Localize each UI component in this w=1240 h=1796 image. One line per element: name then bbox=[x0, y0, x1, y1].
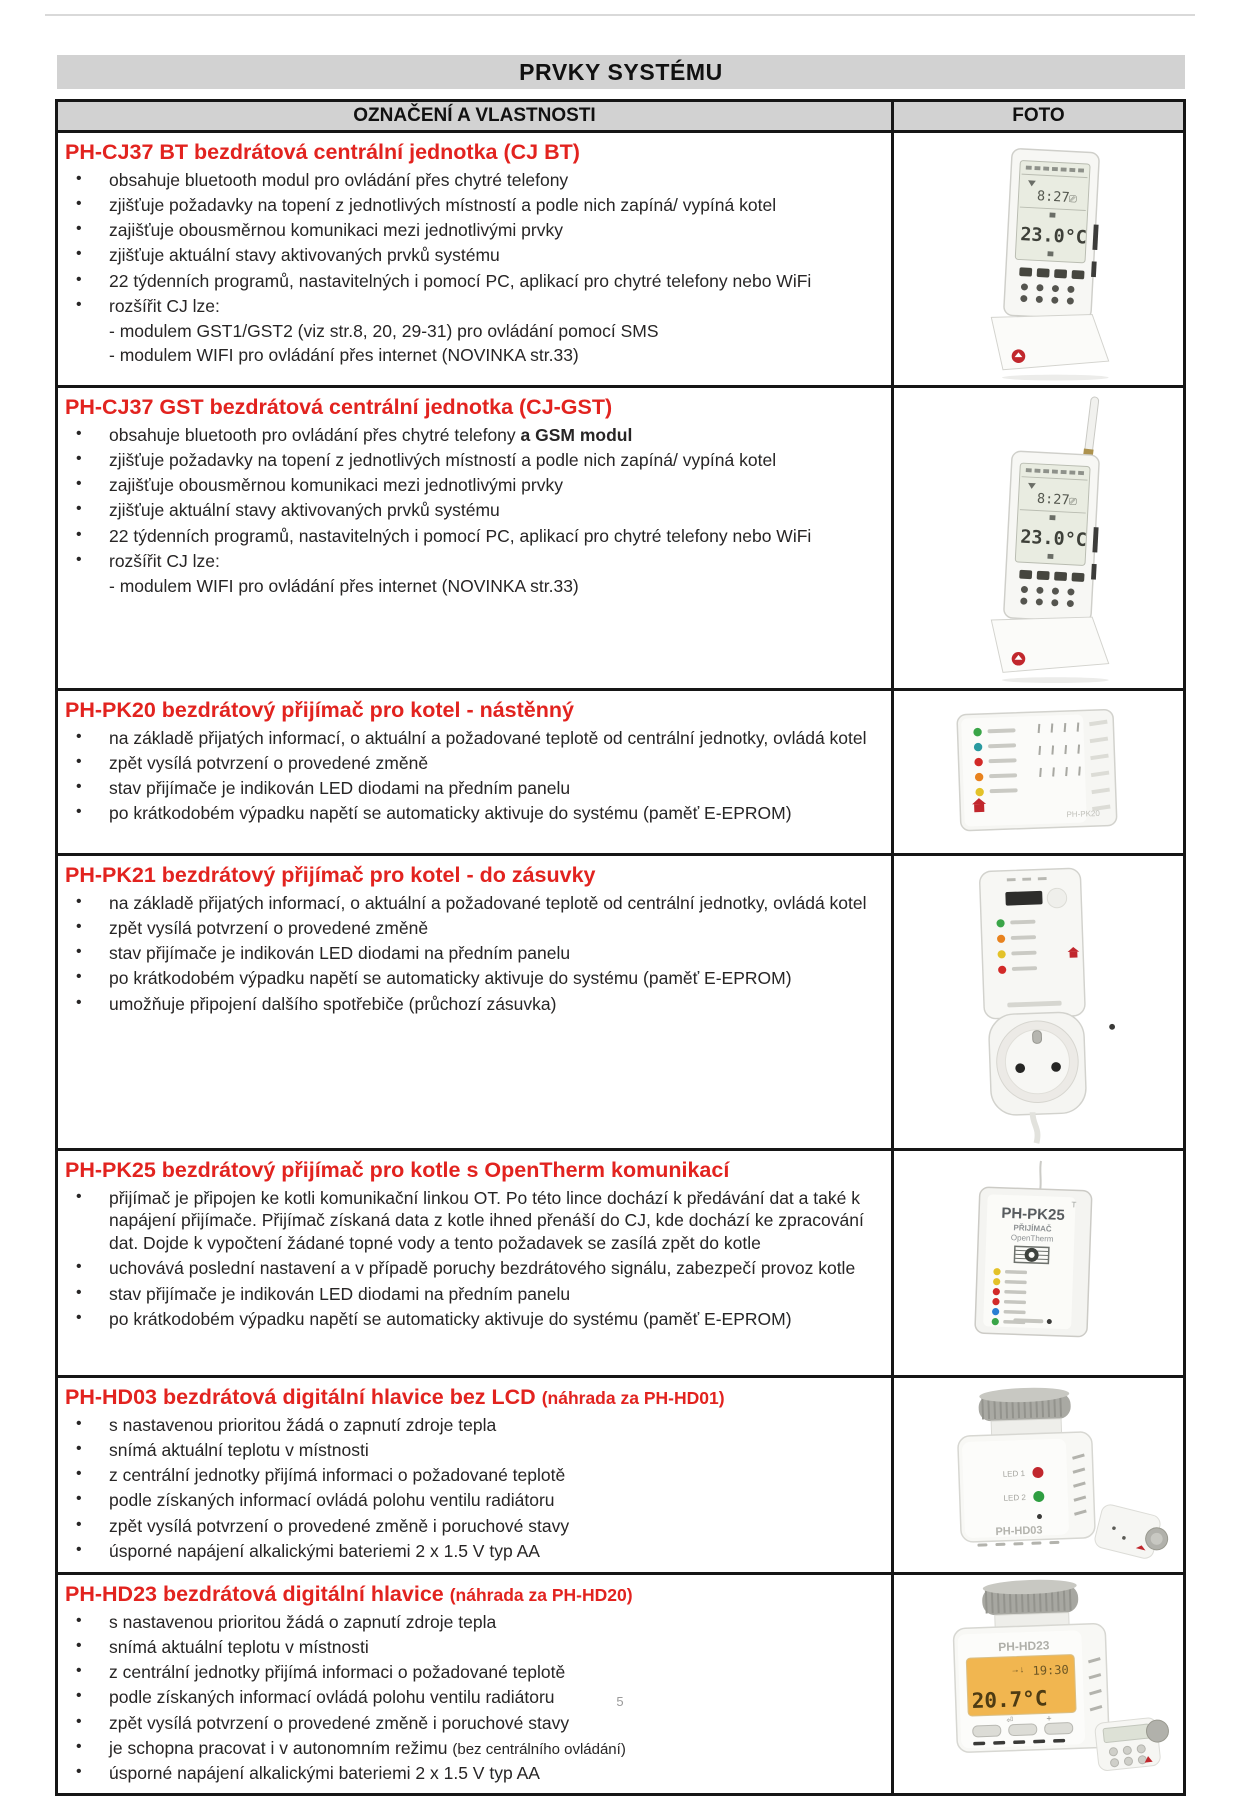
feature-item bbox=[63, 1308, 883, 1331]
bullet-dot bbox=[63, 1611, 109, 1634]
feature-subitem: - modulem WIFI pro ovládání přes internet (NOVINKA str.33) bbox=[109, 575, 579, 596]
feature-text: přijímač je připojen ke kotli komunikační linkou OT. Po této lince dochází k předávání dat a také k napájení přijímače. Přijímač získaná data z kotle ihned přenáší do CJ, kde dochází ke zpracování dat. Dojde k vypočtení žádané topné vody a tento požadavek se zasílá zpět do kotle bbox=[109, 1187, 864, 1254]
lcd-temp: 23.0°C bbox=[1019, 526, 1088, 551]
product-row bbox=[58, 856, 1183, 1151]
feature-text: uchovává poslední nastavení a v případě poruchy bezdrátového signálu, zabezpečí provoz kotle bbox=[109, 1258, 856, 1279]
bullet-dot bbox=[63, 1439, 109, 1462]
photo-cell bbox=[894, 1575, 1183, 1793]
feature-text: s nastavenou prioritou žádá o zapnutí zdroje tepla bbox=[109, 1414, 497, 1435]
feature-text: úsporné napájení alkalickými bateriemi 2 x 1.5 V typ AA bbox=[109, 1540, 540, 1561]
feature-item bbox=[63, 727, 883, 750]
product-photo-hd03 bbox=[905, 1384, 1173, 1566]
bullet-dot bbox=[63, 727, 109, 750]
device-button bbox=[1019, 267, 1032, 276]
product-title bbox=[65, 140, 883, 165]
feature-text: stav přijímače je indikován LED diodami na předním panelu bbox=[109, 778, 571, 799]
feature-item bbox=[63, 525, 883, 548]
lcd-time: 19:30 bbox=[1031, 1662, 1069, 1679]
photo-cell bbox=[894, 133, 1183, 385]
product-row bbox=[58, 1575, 1183, 1793]
feature-item bbox=[63, 1464, 883, 1487]
device-button bbox=[1008, 1724, 1036, 1736]
photo-cell bbox=[894, 691, 1183, 853]
svg-text:T: T bbox=[1070, 1200, 1076, 1210]
bullet-dot bbox=[63, 194, 109, 217]
product-title-text: PH-PK20 bezdrátový přijímač pro kotel - nástěnný bbox=[65, 698, 574, 722]
product-row bbox=[58, 691, 1183, 856]
product-row bbox=[58, 388, 1183, 691]
feature-item bbox=[63, 550, 883, 598]
product-title-text: PH-PK25 bezdrátový přijímač pro kotle s OpenTherm komunikací bbox=[65, 1158, 730, 1182]
bullet-dot bbox=[63, 1515, 109, 1538]
bullet-dot bbox=[63, 499, 109, 522]
feature-text: zajišťuje obousměrnou komunikaci mezi jednotlivými prvky bbox=[109, 220, 563, 241]
feature-text: po krátkodobém výpadku napětí se automaticky aktivuje do systému (paměť E-EPROM) bbox=[109, 803, 792, 824]
feature-text: obsahuje bluetooth modul pro ovládání přes chytré telefony bbox=[109, 169, 569, 190]
bullet-dot bbox=[63, 219, 109, 242]
bullet-dot bbox=[63, 1187, 109, 1255]
antenna-wire bbox=[1040, 1161, 1041, 1191]
feature-text: stav přijímače je indikován LED diodami na předním panelu bbox=[109, 943, 571, 964]
feature-text: na základě přijatých informací, o aktuální a požadované teplotě od centrální jednotky, ovládá kotel bbox=[109, 892, 867, 913]
product-title bbox=[65, 1582, 883, 1607]
feature-item bbox=[63, 1737, 883, 1760]
product-photo-cj37-bt bbox=[937, 137, 1141, 381]
flip-cover bbox=[991, 314, 1108, 369]
device-button bbox=[1036, 570, 1049, 579]
feature-item bbox=[63, 474, 883, 497]
photo-cell bbox=[894, 1378, 1183, 1572]
photo-cell bbox=[894, 388, 1183, 688]
product-row bbox=[58, 133, 1183, 388]
feature-text: 22 týdenních programů, nastavitelných i pomocí PC, aplikací pro chytré telefony nebo WiFi bbox=[109, 525, 812, 546]
svg-text:⏎: ⏎ bbox=[1005, 1715, 1013, 1726]
feature-item bbox=[63, 1187, 883, 1255]
bullet-dot bbox=[63, 474, 109, 497]
product-row bbox=[58, 1378, 1183, 1575]
properties-cell bbox=[58, 691, 894, 853]
bullet-dot bbox=[63, 892, 109, 915]
product-photo-pk20 bbox=[919, 698, 1159, 846]
feature-item bbox=[63, 1489, 883, 1512]
product-title-text: PH-PK21 bezdrátový přijímač pro kotel - do zásuvky bbox=[65, 863, 596, 887]
device-button bbox=[1071, 270, 1084, 279]
device-label: PH-PK25 bbox=[1000, 1204, 1065, 1224]
bullet-dot bbox=[63, 802, 109, 825]
product-title-text: PH-CJ37 GST bezdrátová centrální jednotka (CJ-GST) bbox=[65, 395, 613, 419]
product-title bbox=[65, 698, 883, 723]
led1-label: LED 1 bbox=[1002, 1469, 1025, 1479]
feature-text: zpět vysílá potvrzení o provedené změně bbox=[109, 752, 429, 773]
device-sublabel2: OpenTherm bbox=[1010, 1233, 1054, 1244]
feature-text: zajišťuje obousměrnou komunikaci mezi jednotlivými prvky bbox=[109, 475, 563, 496]
feature-item bbox=[63, 1414, 883, 1437]
device-button bbox=[1019, 569, 1032, 578]
device-button bbox=[972, 1725, 1000, 1737]
lcd-temp: 20.7°C bbox=[970, 1686, 1048, 1714]
bullet-dot bbox=[63, 1712, 109, 1735]
feature-text: zjišťuje aktuální stavy aktivovaných prvků systému bbox=[109, 500, 500, 521]
bullet-dot bbox=[63, 244, 109, 267]
feature-item bbox=[63, 993, 883, 1016]
feature-list bbox=[63, 169, 883, 368]
lcd-time: 8:27 bbox=[1036, 187, 1070, 206]
product-title-text: PH-HD03 bezdrátová digitální hlavice bez LCD bbox=[65, 1385, 536, 1409]
feature-item bbox=[63, 1283, 883, 1306]
product-title-text: PH-CJ37 BT bezdrátová centrální jednotka (CJ BT) bbox=[65, 140, 580, 164]
feature-item bbox=[63, 967, 883, 990]
lcd-time: 8:27 bbox=[1036, 490, 1070, 508]
feature-text: umožňuje připojení dalšího spotřebiče (průchozí zásuvka) bbox=[109, 993, 557, 1014]
feature-list bbox=[63, 1414, 883, 1563]
bullet-dot bbox=[63, 967, 109, 990]
product-title-note: (náhrada za PH-HD01) bbox=[541, 1388, 725, 1408]
feature-list bbox=[63, 727, 883, 826]
device-label: PH-HD03 bbox=[994, 1524, 1043, 1539]
feature-item bbox=[63, 295, 883, 367]
bullet-dot bbox=[63, 917, 109, 940]
product-title bbox=[65, 1385, 883, 1410]
properties-cell bbox=[58, 388, 894, 688]
product-photo-hd23 bbox=[905, 1578, 1173, 1790]
feature-subitem: - modulem WIFI pro ovládání přes internet (NOVINKA str.33) bbox=[109, 345, 579, 366]
display-window bbox=[1005, 891, 1042, 906]
feature-subitem: - modulem GST1/GST2 (viz str.8, 20, 29-31) pro ovládání pomocí SMS bbox=[109, 320, 659, 341]
feature-item bbox=[63, 777, 883, 800]
product-title bbox=[65, 863, 883, 888]
feature-list bbox=[63, 424, 883, 598]
properties-cell bbox=[58, 856, 894, 1148]
led2-label: LED 2 bbox=[1002, 1492, 1026, 1503]
feature-text: obsahuje bluetooth pro ovládání přes chytré telefony a GSM modul bbox=[109, 424, 633, 445]
feature-text: zjišťuje požadavky na topení z jednotlivých místností a podle nich zapíná/ vypíná kotel bbox=[109, 194, 777, 215]
bullet-dot bbox=[63, 169, 109, 192]
secondary-unit bbox=[1093, 1503, 1173, 1563]
feature-text: rozšířit CJ lze: - modulem WIFI pro ovládání přes internet (NOVINKA str.33) bbox=[109, 550, 883, 598]
photo-cell bbox=[894, 1151, 1183, 1375]
feature-item bbox=[63, 270, 883, 293]
feature-item bbox=[63, 1257, 883, 1280]
device-button bbox=[1071, 572, 1084, 581]
feature-text: zjišťuje aktuální stavy aktivovaných prvků systému bbox=[109, 245, 500, 266]
product-table bbox=[55, 99, 1186, 1796]
feature-item bbox=[63, 1515, 883, 1538]
bullet-dot bbox=[63, 1737, 109, 1760]
product-photo-pk25 bbox=[919, 1161, 1159, 1365]
table-body bbox=[58, 133, 1183, 1793]
bullet-dot bbox=[63, 424, 109, 447]
feature-text: úsporné napájení alkalickými bateriemi 2 x 1.5 V typ AA bbox=[109, 1763, 540, 1784]
properties-cell bbox=[58, 1151, 894, 1375]
feature-item bbox=[63, 1661, 883, 1684]
device-button bbox=[1054, 269, 1067, 278]
feature-text: snímá aktuální teplotu v místnosti bbox=[109, 1439, 369, 1460]
product-title bbox=[65, 1158, 883, 1183]
page-number: 5 bbox=[616, 1694, 624, 1709]
flip-cover bbox=[991, 617, 1108, 672]
table-header bbox=[58, 102, 1183, 133]
feature-item bbox=[63, 1636, 883, 1659]
bullet-dot bbox=[63, 525, 109, 548]
feature-item bbox=[63, 942, 883, 965]
feature-item bbox=[63, 194, 883, 217]
photo-cell bbox=[894, 856, 1183, 1148]
feature-text: po krátkodobém výpadku napětí se automaticky aktivuje do systému (paměť E-EPROM) bbox=[109, 968, 792, 989]
bullet-dot bbox=[63, 1283, 109, 1306]
bullet-dot bbox=[63, 777, 109, 800]
antenna bbox=[1083, 396, 1100, 458]
product-photo-pk21 bbox=[922, 860, 1155, 1143]
feature-text: zpět vysílá potvrzení o provedené změně i poruchové stavy bbox=[109, 1712, 570, 1733]
bullet-dot bbox=[63, 550, 109, 598]
feature-list bbox=[63, 892, 883, 1016]
product-photo-cj37-gst bbox=[937, 393, 1141, 684]
bullet-dot bbox=[63, 1257, 109, 1280]
page-top-rule bbox=[45, 14, 1195, 16]
feature-item bbox=[63, 1540, 883, 1563]
feature-text: zpět vysílá potvrzení o provedené změně i poruchové stavy bbox=[109, 1515, 570, 1536]
svg-text:⎚: ⎚ bbox=[1068, 495, 1077, 508]
feature-text: zpět vysílá potvrzení o provedené změně bbox=[109, 917, 429, 938]
header-properties: OZNAČENÍ A VLASTNOSTI bbox=[58, 102, 894, 130]
feature-item bbox=[63, 1611, 883, 1634]
secondary-unit bbox=[1094, 1716, 1172, 1771]
feature-item bbox=[63, 1712, 883, 1735]
svg-text:+: + bbox=[1045, 1713, 1052, 1724]
bullet-dot bbox=[63, 1489, 109, 1512]
feature-item bbox=[63, 1762, 883, 1785]
feature-item bbox=[63, 752, 883, 775]
feature-item bbox=[63, 802, 883, 825]
bullet-dot bbox=[63, 1540, 109, 1563]
feature-text: je schopna pracovat i v autonomním režimu (bez centrálního ovládání) bbox=[109, 1737, 626, 1758]
feature-text: 22 týdenních programů, nastavitelných i pomocí PC, aplikací pro chytré telefony nebo WiFi bbox=[109, 270, 812, 291]
feature-text: rozšířit CJ lze: - modulem GST1/GST2 (viz str.8, 20, 29-31) pro ovládání pomocí SMS - modulem WIFI pro ovládání přes internet (NOVINKA str.33) bbox=[109, 295, 883, 367]
product-title-text: PH-HD23 bezdrátová digitální hlavice bbox=[65, 1582, 444, 1606]
product-row bbox=[58, 1151, 1183, 1378]
bullet-dot bbox=[63, 752, 109, 775]
bullet-dot bbox=[63, 993, 109, 1016]
header-photo: FOTO bbox=[1012, 105, 1065, 126]
device-label: PH-HD23 bbox=[997, 1638, 1050, 1655]
feature-text: podle získaných informací ovládá polohu ventilu radiátoru bbox=[109, 1490, 555, 1511]
device-button bbox=[1054, 571, 1067, 580]
properties-cell bbox=[58, 1378, 894, 1572]
feature-text: na základě přijatých informací, o aktuální a požadované teplotě od centrální jednotky, ovládá kotel bbox=[109, 727, 867, 748]
bullet-dot bbox=[63, 1636, 109, 1659]
feature-text: s nastavenou prioritou žádá o zapnutí zdroje tepla bbox=[109, 1611, 497, 1632]
bullet-dot bbox=[63, 1762, 109, 1785]
bullet-dot bbox=[63, 942, 109, 965]
device-button bbox=[1036, 268, 1049, 277]
bullet-dot bbox=[63, 449, 109, 472]
feature-list bbox=[63, 1187, 883, 1331]
properties-cell bbox=[58, 1575, 894, 1793]
svg-text:→↓: →↓ bbox=[1010, 1664, 1024, 1675]
feature-text: podle získaných informací ovládá polohu ventilu radiátoru bbox=[109, 1687, 555, 1708]
bullet-dot bbox=[63, 1308, 109, 1331]
feature-item bbox=[63, 917, 883, 940]
feature-item bbox=[63, 892, 883, 915]
power-cable bbox=[1033, 1113, 1038, 1144]
feature-text: po krátkodobém výpadku napětí se automaticky aktivuje do systému (paměť E-EPROM) bbox=[109, 1308, 792, 1329]
bullet-dot bbox=[63, 1414, 109, 1437]
lcd-temp: 23.0°C bbox=[1019, 223, 1088, 249]
feature-item bbox=[63, 499, 883, 522]
device-button bbox=[1044, 1723, 1072, 1735]
product-title bbox=[65, 395, 883, 420]
feature-item bbox=[63, 244, 883, 267]
svg-text:⎚: ⎚ bbox=[1068, 193, 1077, 206]
feature-item bbox=[63, 219, 883, 242]
device-label: PH-PK20 bbox=[1065, 808, 1100, 820]
bullet-dot bbox=[63, 1661, 109, 1684]
bullet-dot bbox=[63, 1464, 109, 1487]
page-title: PRVKY SYSTÉMU bbox=[57, 55, 1185, 89]
feature-item bbox=[63, 449, 883, 472]
feature-item bbox=[63, 169, 883, 192]
feature-item bbox=[63, 1439, 883, 1462]
bullet-dot bbox=[63, 270, 109, 293]
feature-text: stav přijímače je indikován LED diodami na předním panelu bbox=[109, 1283, 571, 1304]
device-body bbox=[979, 868, 1085, 1019]
feature-text: snímá aktuální teplotu v místnosti bbox=[109, 1636, 369, 1657]
feature-text: zjišťuje požadavky na topení z jednotlivých místností a podle nich zapíná/ vypíná kotel bbox=[109, 449, 777, 470]
device-sublabel: PŘIJÍMAČ bbox=[1012, 1223, 1052, 1234]
product-title-note: (náhrada za PH-HD20) bbox=[449, 1585, 633, 1605]
bullet-dot bbox=[63, 295, 109, 367]
feature-text: z centrální jednotky přijímá informaci o požadované teplotě bbox=[109, 1662, 566, 1683]
feature-text: z centrální jednotky přijímá informaci o požadované teplotě bbox=[109, 1465, 566, 1486]
feature-item bbox=[63, 424, 883, 447]
properties-cell bbox=[58, 133, 894, 385]
